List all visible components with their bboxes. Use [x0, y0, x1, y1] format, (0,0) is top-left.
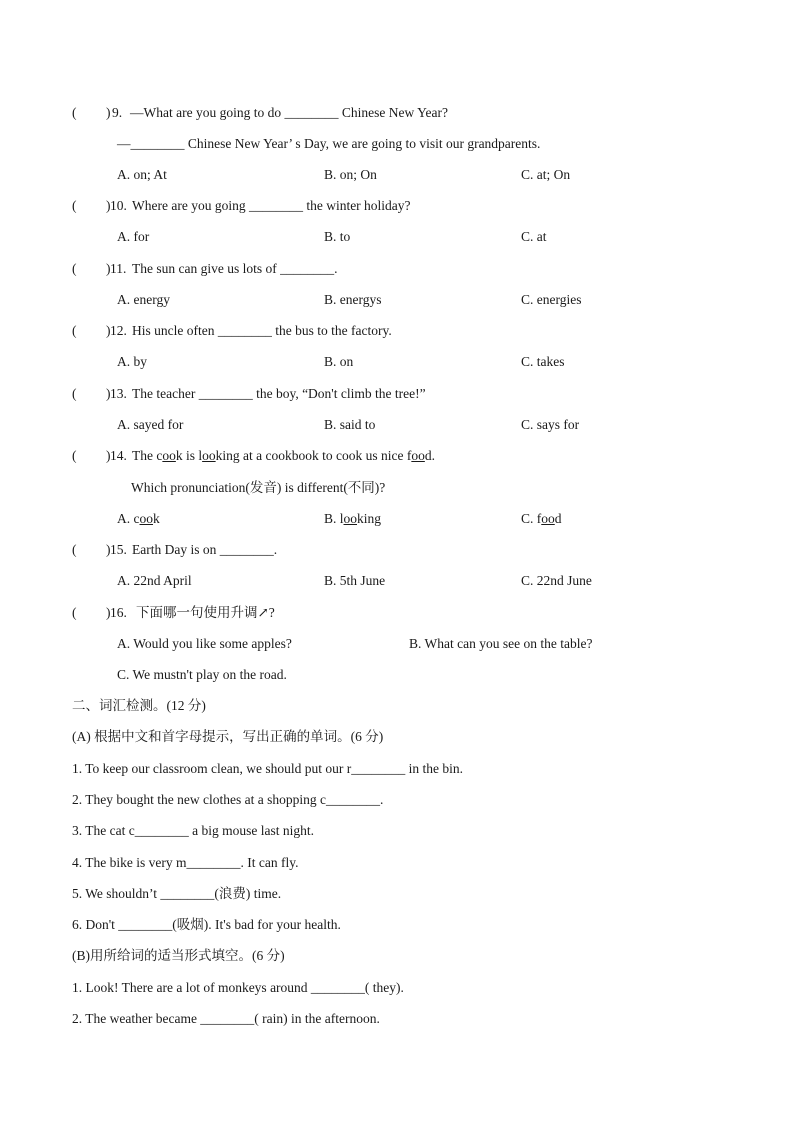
answer-paren-open: (	[72, 386, 77, 401]
question-stem: The teacher ________ the boy, “Don't climb the tree!”	[132, 386, 426, 401]
stem-text: The c	[132, 448, 163, 463]
option-c: C. We mustn't play on the road.	[117, 667, 287, 682]
option-a: A. by	[117, 354, 147, 369]
option-a	[117, 511, 160, 527]
underlined-letters: oo	[139, 511, 153, 526]
option-text: B. l	[324, 511, 344, 526]
answer-paren-open: (	[72, 261, 77, 276]
answer-paren-close: )	[106, 261, 111, 276]
vocab-item: 3. The cat c________ a big mouse last night.	[72, 823, 314, 838]
question-stem: —What are you going to do ________ Chinese New Year?	[130, 105, 448, 120]
option-b: B. What can you see on the table?	[409, 636, 593, 651]
stem-text: k is l	[175, 448, 203, 463]
question-number: 15.	[110, 542, 127, 557]
question-number: 14.	[110, 448, 127, 463]
option-text: C. f	[521, 511, 542, 526]
option-a: A. energy	[117, 292, 170, 307]
option-c: C. energies	[521, 292, 582, 307]
option-text: k	[153, 511, 160, 526]
question-stem-line2: Which pronunciation(发音) is different(不同)?	[131, 480, 386, 495]
question-stem: Where are you going ________ the winter holiday?	[132, 198, 411, 213]
answer-paren-close: )	[106, 605, 111, 620]
answer-paren-close: )	[106, 105, 111, 120]
part-b-title: (B)用所给词的适当形式填空。(6 分)	[72, 948, 285, 963]
section-title: 二、词汇检测。(12 分)	[72, 698, 206, 713]
vocab-item: 6. Don't ________(吸烟). It's bad for your health.	[72, 917, 341, 932]
underlined-letters: oo	[411, 448, 425, 463]
answer-paren-open: (	[72, 198, 77, 213]
answer-paren-open: (	[72, 105, 77, 120]
option-c: C. 22nd June	[521, 573, 592, 588]
option-c: C. takes	[521, 354, 565, 369]
question-number: 13.	[110, 386, 127, 401]
option-text: king	[357, 511, 382, 526]
answer-paren-open: (	[72, 605, 77, 620]
question-stem: Earth Day is on ________.	[132, 542, 278, 557]
option-a: A. on; At	[117, 167, 167, 182]
option-a: A. 22nd April	[117, 573, 192, 588]
question-stem-line2: —________ Chinese New Year’ s Day, we are going to visit our grandparents.	[117, 136, 541, 151]
vocab-item: 1. To keep our classroom clean, we should put our r________ in the bin.	[72, 761, 463, 776]
question-stem	[132, 448, 435, 464]
answer-paren-close: )	[106, 542, 111, 557]
question-number: 11.	[110, 261, 127, 276]
fill-item: 1. Look! There are a lot of monkeys around ________( they).	[72, 980, 404, 995]
option-text: A. c	[117, 511, 140, 526]
underlined-letters: oo	[162, 448, 176, 463]
option-c: C. at	[521, 229, 547, 244]
option-c: C. says for	[521, 417, 580, 432]
question-stem: His uncle often ________ the bus to the factory.	[132, 323, 392, 338]
option-c	[521, 511, 562, 527]
option-b: B. on; On	[324, 167, 377, 182]
underlined-letters: oo	[202, 448, 216, 463]
question-number: 9.	[112, 105, 123, 120]
option-b: B. energys	[324, 292, 382, 307]
answer-paren-close: )	[106, 323, 111, 338]
answer-paren-open: (	[72, 448, 77, 463]
vocab-item: 4. The bike is very m________. It can fly.	[72, 855, 299, 870]
part-a-title: (A) 根据中文和首字母提示，写出正确的单词。(6 分)	[72, 729, 384, 744]
question-number: 10.	[110, 198, 127, 213]
option-a: A. sayed for	[117, 417, 184, 432]
question-number: 16.	[110, 605, 127, 620]
vocab-item: 2. They bought the new clothes at a shopping c________.	[72, 792, 384, 807]
option-b: B. said to	[324, 417, 376, 432]
option-b	[324, 511, 381, 527]
answer-paren-open: (	[72, 542, 77, 557]
question-stem: 下面哪一句使用升调↗?	[136, 605, 275, 620]
answer-paren-close: )	[106, 198, 111, 213]
underlined-letters: oo	[343, 511, 358, 526]
option-a: A. Would you like some apples?	[117, 636, 292, 651]
question-stem: The sun can give us lots of ________.	[132, 261, 338, 276]
answer-paren-open: (	[72, 323, 77, 338]
stem-text: d.	[424, 448, 435, 463]
vocab-item: 5. We shouldn’t ________(浪费) time.	[72, 886, 282, 901]
option-b: B. on	[324, 354, 354, 369]
option-a: A. for	[117, 229, 150, 244]
option-c: C. at; On	[521, 167, 571, 182]
underlined-letters: oo	[541, 511, 555, 526]
answer-paren-close: )	[106, 386, 111, 401]
option-text: d	[554, 511, 562, 526]
fill-item: 2. The weather became ________( rain) in the afternoon.	[72, 1011, 380, 1026]
option-b: B. 5th June	[324, 573, 386, 588]
stem-text: king at a cookbook to cook us nice f	[215, 448, 412, 463]
option-b: B. to	[324, 229, 351, 244]
question-number: 12.	[110, 323, 127, 338]
answer-paren-close: )	[106, 448, 111, 463]
